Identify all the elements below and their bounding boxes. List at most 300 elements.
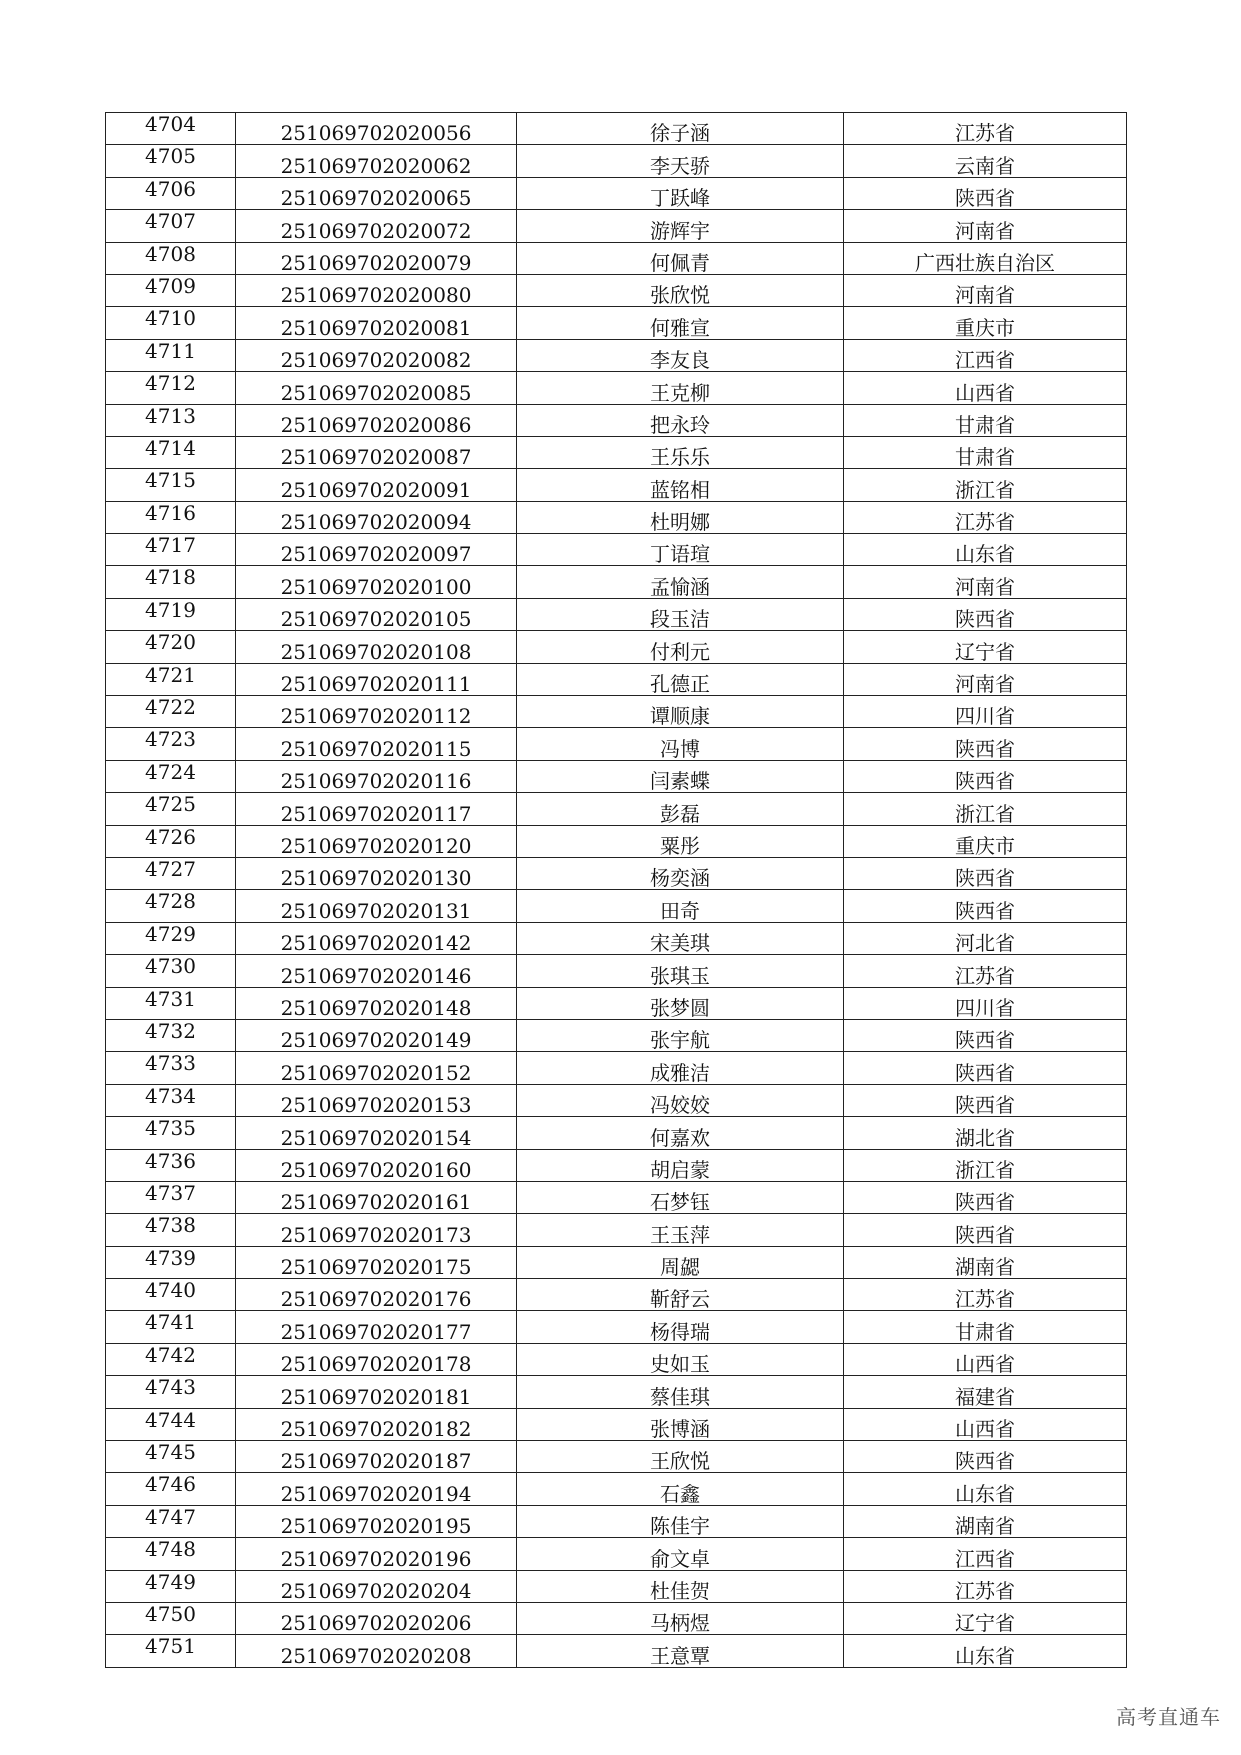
id-cell (236, 145, 517, 177)
id-cell-text: 251069702020160 (280, 1157, 472, 1182)
name-cell (517, 1505, 844, 1537)
seq-cell-text: 4749 (145, 1570, 196, 1594)
name-cell (517, 210, 844, 242)
name-cell (517, 890, 844, 922)
seq-cell-text: 4713 (145, 404, 196, 428)
seq-cell-text: 4710 (145, 306, 196, 331)
seq-cell-text: 4731 (145, 987, 196, 1011)
name-cell (517, 1279, 844, 1311)
seq-cell-text: 4727 (145, 857, 196, 881)
province-cell-text: 湖南省 (955, 1255, 1015, 1279)
table-row (106, 825, 1127, 857)
province-cell (844, 1084, 1127, 1116)
province-cell (844, 242, 1127, 274)
seq-cell-text: 4745 (145, 1440, 196, 1465)
table-row (106, 857, 1127, 889)
table-row (106, 1246, 1127, 1278)
id-cell (236, 307, 517, 339)
name-cell-text: 周勰 (660, 1255, 700, 1279)
seq-cell-text: 4724 (145, 760, 196, 784)
province-cell (844, 501, 1127, 533)
province-cell-text: 山东省 (955, 1643, 1015, 1668)
seq-cell-text: 4709 (145, 274, 196, 298)
id-cell (236, 339, 517, 371)
id-cell-text: 251069702020195 (280, 1514, 472, 1538)
id-cell (236, 1117, 517, 1149)
id-cell (236, 825, 517, 857)
seq-cell-text: 4716 (145, 501, 196, 525)
table-row (106, 1538, 1127, 1570)
id-cell (236, 1441, 517, 1473)
table-row (106, 696, 1127, 728)
seq-cell (106, 987, 236, 1019)
province-cell (844, 1570, 1127, 1602)
name-cell (517, 1473, 844, 1505)
name-cell (517, 1408, 844, 1440)
id-cell (236, 566, 517, 598)
name-cell-text: 粟彤 (660, 833, 700, 858)
name-cell (517, 793, 844, 825)
name-cell-text: 丁跃峰 (650, 186, 710, 210)
seq-cell-text: 4738 (145, 1213, 196, 1238)
province-cell-text: 江西省 (955, 348, 1015, 372)
name-cell (517, 1538, 844, 1570)
name-cell (517, 113, 844, 145)
id-cell (236, 696, 517, 728)
seq-cell-text: 4704 (145, 112, 196, 136)
id-cell-text: 251069702020204 (280, 1578, 472, 1603)
name-cell (517, 372, 844, 404)
table-row (106, 1505, 1127, 1537)
province-cell (844, 1602, 1127, 1634)
province-cell (844, 1149, 1127, 1181)
id-cell-text: 251069702020208 (280, 1643, 472, 1668)
province-cell-text: 陕西省 (955, 1222, 1015, 1247)
seq-cell (106, 210, 236, 242)
province-cell (844, 598, 1127, 630)
province-cell-text: 陕西省 (955, 736, 1015, 761)
province-cell-text: 陕西省 (955, 866, 1015, 890)
id-cell-text: 251069702020153 (280, 1093, 472, 1117)
name-cell-text: 冯姣姣 (650, 1093, 710, 1117)
name-cell (517, 760, 844, 792)
table-row (106, 1084, 1127, 1116)
id-cell-text: 251069702020062 (280, 153, 472, 178)
name-cell (517, 1376, 844, 1408)
id-cell (236, 1376, 517, 1408)
id-cell-text: 251069702020082 (280, 348, 472, 372)
id-cell (236, 210, 517, 242)
province-cell-text: 江西省 (955, 1546, 1015, 1571)
province-cell-text: 浙江省 (955, 477, 1015, 502)
id-cell-text: 251069702020079 (280, 250, 472, 275)
seq-cell (106, 825, 236, 857)
province-cell-text: 重庆市 (955, 833, 1015, 858)
table-row (106, 631, 1127, 663)
province-cell (844, 372, 1127, 404)
id-cell (236, 1019, 517, 1051)
seq-cell (106, 242, 236, 274)
name-cell-text: 宋美琪 (650, 931, 710, 955)
id-cell (236, 1214, 517, 1246)
id-cell-text: 251069702020105 (280, 607, 472, 631)
province-cell (844, 793, 1127, 825)
province-cell (844, 113, 1127, 145)
province-cell-text: 湖南省 (955, 1514, 1015, 1538)
id-cell-text: 251069702020142 (280, 931, 472, 955)
province-cell-text: 云南省 (955, 153, 1015, 178)
id-cell-text: 251069702020100 (280, 574, 472, 599)
id-cell (236, 1538, 517, 1570)
name-cell (517, 728, 844, 760)
seq-cell (106, 857, 236, 889)
id-cell-text: 251069702020194 (280, 1481, 472, 1506)
name-cell (517, 696, 844, 728)
province-cell (844, 307, 1127, 339)
province-cell-text: 江苏省 (955, 510, 1015, 534)
province-cell (844, 1505, 1127, 1537)
province-cell-text: 辽宁省 (955, 639, 1015, 664)
name-cell (517, 1214, 844, 1246)
name-cell-text: 杨得瑞 (650, 1319, 710, 1344)
province-cell (844, 857, 1127, 889)
table-row (106, 177, 1127, 209)
id-cell (236, 1505, 517, 1537)
province-cell-text: 河南省 (955, 283, 1015, 307)
seq-cell-text: 4744 (145, 1408, 196, 1432)
name-cell-text: 李天骄 (650, 153, 710, 178)
name-cell-text: 丁语瑄 (650, 542, 710, 566)
table-row (106, 566, 1127, 598)
name-cell-text: 王玉萍 (650, 1222, 710, 1247)
province-cell-text: 福建省 (955, 1384, 1015, 1409)
name-cell-text: 王克柳 (650, 380, 710, 405)
name-cell-text: 杜佳贺 (650, 1578, 710, 1603)
seq-cell (106, 1084, 236, 1116)
seq-cell-text: 4720 (145, 630, 196, 655)
id-cell (236, 728, 517, 760)
name-cell (517, 1602, 844, 1634)
id-cell-text: 251069702020154 (280, 1125, 472, 1149)
province-cell (844, 1311, 1127, 1343)
seq-cell-text: 4715 (145, 468, 196, 493)
province-cell-text: 四川省 (955, 995, 1015, 1020)
name-cell-text: 何佩青 (650, 250, 710, 275)
seq-cell-text: 4719 (145, 598, 196, 622)
name-cell-text: 蓝铭相 (650, 477, 710, 502)
province-cell-text: 浙江省 (955, 801, 1015, 826)
id-cell (236, 760, 517, 792)
id-cell (236, 1149, 517, 1181)
province-cell-text: 陕西省 (955, 186, 1015, 210)
province-cell-text: 陕西省 (955, 769, 1015, 793)
name-cell (517, 825, 844, 857)
watermark-text: 高考直通车 (1116, 1705, 1221, 1729)
name-cell-text: 孔德正 (650, 672, 710, 696)
name-cell (517, 242, 844, 274)
table-row (106, 1279, 1127, 1311)
name-cell (517, 1311, 844, 1343)
seq-cell-text: 4746 (145, 1472, 196, 1497)
name-cell (517, 145, 844, 177)
province-cell-text: 河北省 (955, 931, 1015, 955)
province-cell (844, 404, 1127, 436)
seq-cell (106, 1505, 236, 1537)
id-cell-text: 251069702020182 (280, 1417, 472, 1441)
name-cell-text: 俞文卓 (650, 1546, 710, 1571)
province-cell (844, 1473, 1127, 1505)
province-cell (844, 210, 1127, 242)
id-cell (236, 1473, 517, 1505)
province-cell (844, 1052, 1127, 1084)
name-cell (517, 987, 844, 1019)
id-cell (236, 1343, 517, 1375)
table-row (106, 890, 1127, 922)
seq-cell-text: 4730 (145, 954, 196, 979)
province-cell-text: 河南省 (955, 218, 1015, 243)
id-cell (236, 113, 517, 145)
province-cell (844, 534, 1127, 566)
seq-cell-text: 4729 (145, 922, 196, 946)
id-cell (236, 372, 517, 404)
province-cell (844, 1181, 1127, 1213)
province-cell-text: 陕西省 (955, 898, 1015, 923)
province-cell-text: 陕西省 (955, 1028, 1015, 1052)
seq-cell-text: 4735 (145, 1116, 196, 1141)
name-cell (517, 631, 844, 663)
table-row (106, 663, 1127, 695)
province-cell-text: 四川省 (955, 704, 1015, 728)
id-cell (236, 534, 517, 566)
province-cell-text: 甘肃省 (955, 445, 1015, 469)
province-cell-text: 甘肃省 (955, 1319, 1015, 1344)
table-row (106, 1052, 1127, 1084)
name-cell-text: 张琪玉 (650, 963, 710, 988)
table-row (106, 1441, 1127, 1473)
name-cell (517, 922, 844, 954)
id-cell-text: 251069702020176 (280, 1287, 472, 1311)
table-row (106, 793, 1127, 825)
province-cell-text: 山西省 (955, 380, 1015, 405)
name-cell-text: 闫素蝶 (650, 769, 710, 793)
seq-cell-text: 4736 (145, 1149, 196, 1173)
province-cell (844, 566, 1127, 598)
province-cell (844, 1441, 1127, 1473)
province-cell (844, 760, 1127, 792)
id-cell (236, 404, 517, 436)
name-cell-text: 石鑫 (660, 1481, 700, 1506)
name-cell (517, 1084, 844, 1116)
id-cell-text: 251069702020080 (280, 283, 472, 307)
name-cell-text: 何雅宣 (650, 315, 710, 340)
seq-cell-text: 4721 (145, 663, 196, 687)
id-cell-text: 251069702020131 (280, 898, 472, 923)
seq-cell (106, 760, 236, 792)
province-cell-text: 陕西省 (955, 1449, 1015, 1473)
province-cell (844, 177, 1127, 209)
province-cell-text: 浙江省 (955, 1157, 1015, 1182)
id-cell-text: 251069702020130 (280, 866, 472, 890)
seq-cell-text: 4734 (145, 1084, 196, 1108)
id-cell (236, 793, 517, 825)
id-cell (236, 1246, 517, 1278)
table-row (106, 1214, 1127, 1246)
province-cell-text: 江苏省 (955, 121, 1015, 145)
seq-cell-text: 4723 (145, 727, 196, 752)
name-cell-text: 成雅洁 (650, 1060, 710, 1085)
id-cell-text: 251069702020081 (280, 315, 472, 340)
id-cell (236, 501, 517, 533)
name-cell (517, 404, 844, 436)
seq-cell-text: 4743 (145, 1375, 196, 1400)
id-cell (236, 177, 517, 209)
seq-cell (106, 436, 236, 468)
province-cell (844, 1343, 1127, 1375)
table-row (106, 339, 1127, 371)
id-cell-text: 251069702020117 (280, 801, 472, 826)
table-row (106, 436, 1127, 468)
seq-cell-text: 4737 (145, 1181, 196, 1205)
name-cell (517, 1570, 844, 1602)
province-cell (844, 663, 1127, 695)
table-row (106, 1570, 1127, 1602)
name-cell (517, 1343, 844, 1375)
province-cell (844, 436, 1127, 468)
table-row (106, 1149, 1127, 1181)
seq-cell (106, 631, 236, 663)
id-cell (236, 1084, 517, 1116)
id-cell-text: 251069702020112 (280, 704, 472, 728)
table-row (106, 469, 1127, 501)
province-cell (844, 955, 1127, 987)
id-cell-text: 251069702020120 (280, 833, 472, 858)
seq-cell (106, 1311, 236, 1343)
name-cell-text: 杜明娜 (650, 510, 710, 534)
seq-cell (106, 1376, 236, 1408)
name-cell-text: 马柄煜 (650, 1611, 710, 1635)
seq-cell (106, 1343, 236, 1375)
seq-cell (106, 728, 236, 760)
seq-cell (106, 1149, 236, 1181)
table-row (106, 987, 1127, 1019)
seq-cell (106, 1441, 236, 1473)
seq-cell (106, 113, 236, 145)
seq-cell (106, 1570, 236, 1602)
table-row (106, 307, 1127, 339)
seq-cell (106, 922, 236, 954)
seq-cell-text: 4708 (145, 242, 196, 266)
table-row (106, 1376, 1127, 1408)
table-row (106, 1602, 1127, 1634)
province-cell (844, 1117, 1127, 1149)
table-row (106, 922, 1127, 954)
province-cell (844, 696, 1127, 728)
name-cell-text: 彭磊 (660, 801, 700, 826)
province-cell (844, 274, 1127, 306)
name-cell (517, 1181, 844, 1213)
seq-cell (106, 1538, 236, 1570)
seq-cell-text: 4742 (145, 1343, 196, 1367)
seq-cell (106, 339, 236, 371)
name-cell-text: 史如玉 (650, 1352, 710, 1376)
province-cell-text: 江苏省 (955, 1578, 1015, 1603)
table-row (106, 598, 1127, 630)
name-cell-text: 张博涵 (650, 1417, 710, 1441)
province-cell (844, 469, 1127, 501)
id-cell (236, 1279, 517, 1311)
id-cell-text: 251069702020115 (280, 736, 472, 761)
id-cell-text: 251069702020065 (280, 186, 472, 210)
province-cell-text: 山西省 (955, 1417, 1015, 1441)
seq-cell-text: 4726 (145, 825, 196, 849)
table-row (106, 1473, 1127, 1505)
seq-cell (106, 372, 236, 404)
table-row (106, 534, 1127, 566)
id-cell-text: 251069702020116 (280, 769, 472, 793)
name-cell (517, 177, 844, 209)
province-cell-text: 江苏省 (955, 1287, 1015, 1311)
province-cell-text: 湖北省 (955, 1125, 1015, 1149)
name-cell (517, 857, 844, 889)
id-cell-text: 251069702020097 (280, 542, 472, 566)
name-cell (517, 274, 844, 306)
name-cell-text: 把永玲 (650, 412, 710, 437)
province-cell (844, 1019, 1127, 1051)
table-row (106, 145, 1127, 177)
name-cell (517, 1149, 844, 1181)
seq-cell (106, 1117, 236, 1149)
roster-table-body (106, 113, 1127, 1668)
seq-cell (106, 566, 236, 598)
id-cell-text: 251069702020148 (280, 995, 472, 1020)
id-cell-text: 251069702020091 (280, 477, 472, 502)
table-row (106, 404, 1127, 436)
name-cell-text: 谭顺康 (650, 704, 710, 728)
id-cell-text: 251069702020187 (280, 1449, 472, 1473)
seq-cell (106, 1602, 236, 1634)
table-row (106, 1408, 1127, 1440)
province-cell-text: 重庆市 (955, 315, 1015, 340)
name-cell-text: 何嘉欢 (650, 1125, 710, 1149)
seq-cell-text: 4722 (145, 695, 196, 720)
seq-cell (106, 274, 236, 306)
seq-cell-text: 4717 (145, 533, 196, 558)
seq-cell-text: 4728 (145, 889, 196, 914)
table-row (106, 1343, 1127, 1375)
table-row (106, 113, 1127, 145)
name-cell-text: 张欣悦 (650, 283, 710, 307)
seq-cell (106, 307, 236, 339)
province-cell-text: 山西省 (955, 1352, 1015, 1376)
seq-cell-text: 4747 (145, 1505, 196, 1529)
seq-cell-text: 4714 (145, 436, 196, 460)
province-cell (844, 1376, 1127, 1408)
name-cell (517, 1019, 844, 1051)
seq-cell (106, 1246, 236, 1278)
id-cell (236, 663, 517, 695)
province-cell-text: 甘肃省 (955, 412, 1015, 437)
name-cell-text: 王欣悦 (650, 1449, 710, 1473)
name-cell (517, 307, 844, 339)
id-cell-text: 251069702020181 (280, 1384, 472, 1409)
table-row (106, 760, 1127, 792)
id-cell (236, 922, 517, 954)
province-cell-text: 河南省 (955, 672, 1015, 696)
province-cell-text: 陕西省 (955, 1060, 1015, 1085)
id-cell (236, 631, 517, 663)
seq-cell-text: 4711 (145, 339, 196, 363)
id-cell (236, 1311, 517, 1343)
